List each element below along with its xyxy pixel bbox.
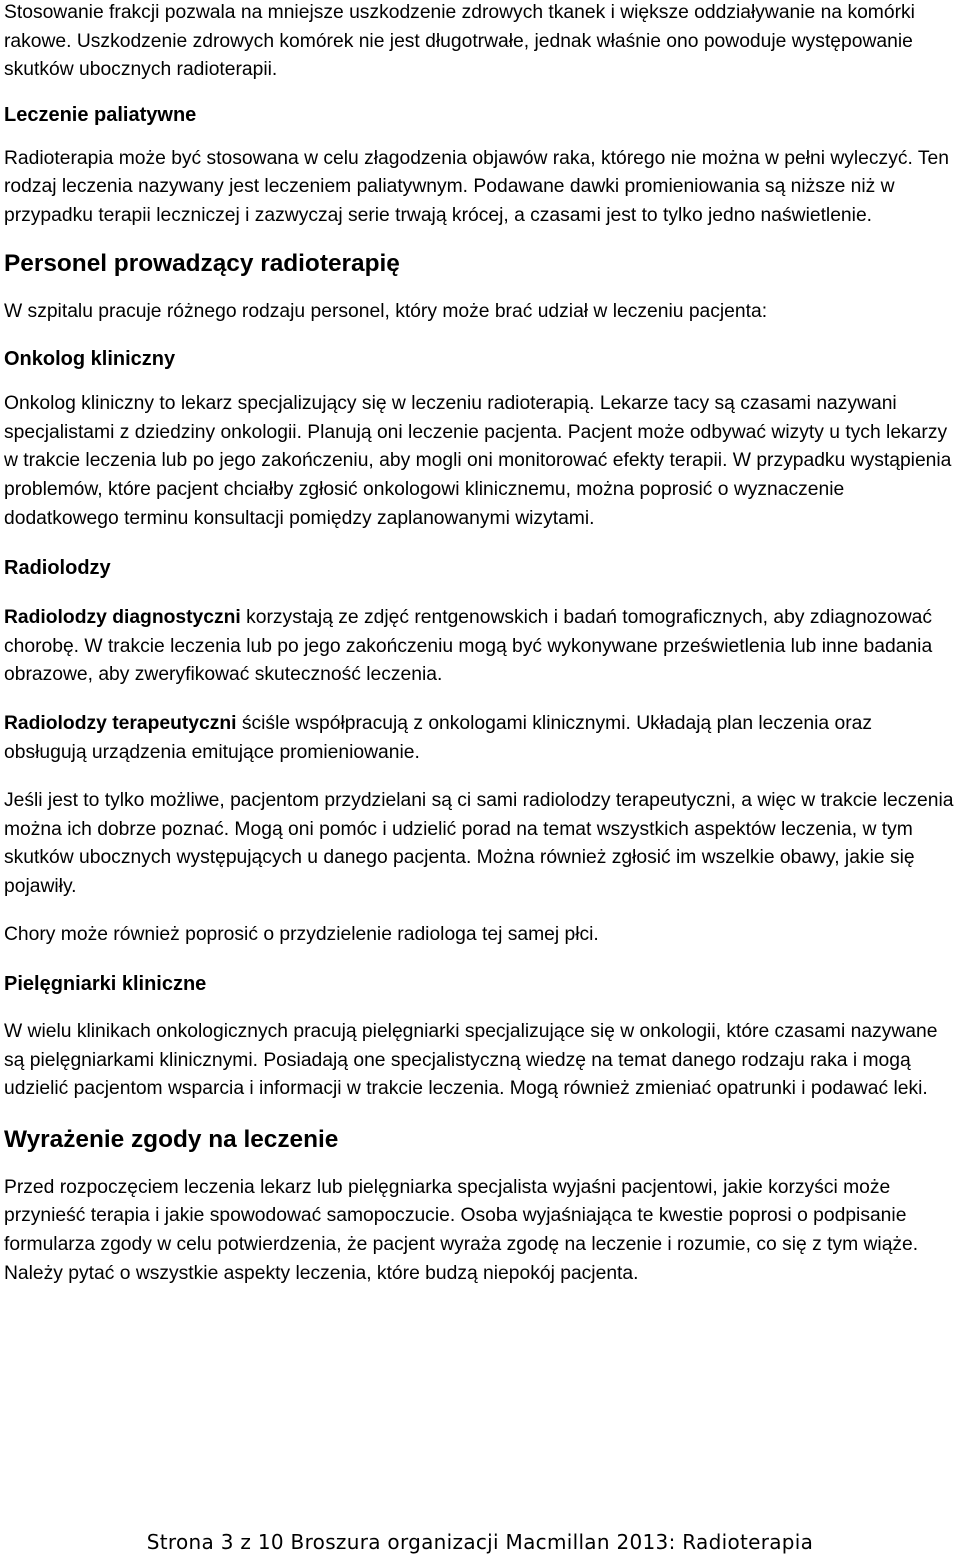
diagnostic-radiologists-text: korzystają ze zdjęć rentgenowskich i badań tomograficznych, aby zdiagnozować chorobę. W trakcie leczenia lub po jego zakończeniu mogą być wykonywane prześwietlenia lub inne badania obrazowe, aby zweryfikować skuteczność leczenia. [4,607,933,686]
diagnostic-radiologists-term: Radiolodzy diagnostyczni [4,607,241,629]
therapeutic-radiologists-paragraph [4,710,956,767]
consent-paragraph: Przed rozpoczęciem leczenia lekarz lub pielęgniarka specjalista wyjaśni pacjentowi, jakie korzyści może przynieść terapia i jakie spowodować samopoczucie. Osoba wyjaśniająca te kwestie poprosi o podpisanie formularza zgody w celu potwierdzenia, że pacjent wyraża zgodę na leczenie i rozumie, co się z tym wiąże. Należy pytać o wszystkie aspekty leczenia, które budzą niepokój pacjenta. [4,1176,919,1284]
page-footer: Strona 3 z 10 Broszura organizacji Macmillan 2013: Radioterapia [146,1530,814,1554]
intro-paragraph: Stosowanie frakcji pozwala na mniejsze uszkodzenie zdrowych tkanek i większe oddziaływanie na komórki rakowe. Uszkodzenie zdrowych komórek nie jest długotrwałe, jednak właśnie ono powoduje występowanie skutków ubocznych radioterapii. [4,2,915,81]
radiologists-heading: Radiolodzy [4,557,111,580]
oncologist-heading: Onkolog kliniczny [4,348,176,371]
document-page [4,0,956,1288]
oncologist-paragraph: Onkolog kliniczny to lekarz specjalizujący się w leczeniu radioterapią. Lekarze tacy są czasami nazywani specjalistami z dziedziny onkologii. Planują oni leczenie pacjenta. Pacjent może odbywać wizyty u tych lekarzy w trakcie leczenia lub po jego zakończeniu, aby mogli oni monitorować efekty terapii. W przypadku wystąpienia problemów, które pacjent chciałby zgłosić onkologowi klinicznemu, można poprosić o wyznaczenie dodatkowego terminu konsultacji pomiędzy zaplanowanymi wizytami. [4,393,952,529]
staff-heading: Personel prowadzący radioterapię [4,249,400,277]
palliative-paragraph: Radioterapia może być stosowana w celu złagodzenia objawów raka, którego nie można w pełni wyleczyć. Ten rodzaj leczenia nazywany jest leczeniem paliatywnym. Podawane dawki promieniowania są niższe niż w przypadku terapii leczniczej i zazwyczaj serie trwają krócej, a czasami jest to tylko jedno naświetlenie. [4,147,949,226]
therapeutic-radiologists-text: ściśle współpracują z onkologami klinicznymi. Układają plan leczenia oraz obsługują urządzenia emitujące promieniowanie. [4,712,872,763]
therapeutic-radiologists-term: Radiolodzy terapeutyczni [4,712,237,734]
gender-request-paragraph: Chory może również poprosić o przydzielenie radiologa tej samej płci. [4,924,599,946]
diagnostic-radiologists-paragraph [4,604,956,690]
nurses-heading: Pielęgniarki kliniczne [4,973,207,996]
palliative-heading: Leczenie paliatywne [4,103,197,126]
staff-intro-paragraph: W szpitalu pracuje różnego rodzaju personel, który może brać udział w leczeniu pacjenta: [4,300,768,322]
nurses-paragraph: W wielu klinikach onkologicznych pracują pielęgniarki specjalizujące się w onkologii, które czasami nazywane są pielęgniarkami klinicznymi. Posiadają one specjalistyczną wiedzę na temat danego rodzaju raka i mogą udzielić pacjentom wsparcia i informacji w trakcie leczenia. Mogą również zmieniać opatrunki i podawać leki. [4,1021,938,1100]
assigned-radiologists-paragraph: Jeśli jest to tylko możliwe, pacjentom przydzielani są ci sami radiolodzy terapeutyczni, a więc w trakcie leczenia można ich dobrze poznać. Mogą oni pomóc i udzielić porad na temat wszystkich aspektów leczenia, w tym skutków ubocznych występujących u danego pacjenta. Można również zgłosić im wszelkie obawy, jakie się pojawiły. [4,790,954,897]
consent-heading: Wyrażenie zgody na leczenie [4,1125,339,1153]
